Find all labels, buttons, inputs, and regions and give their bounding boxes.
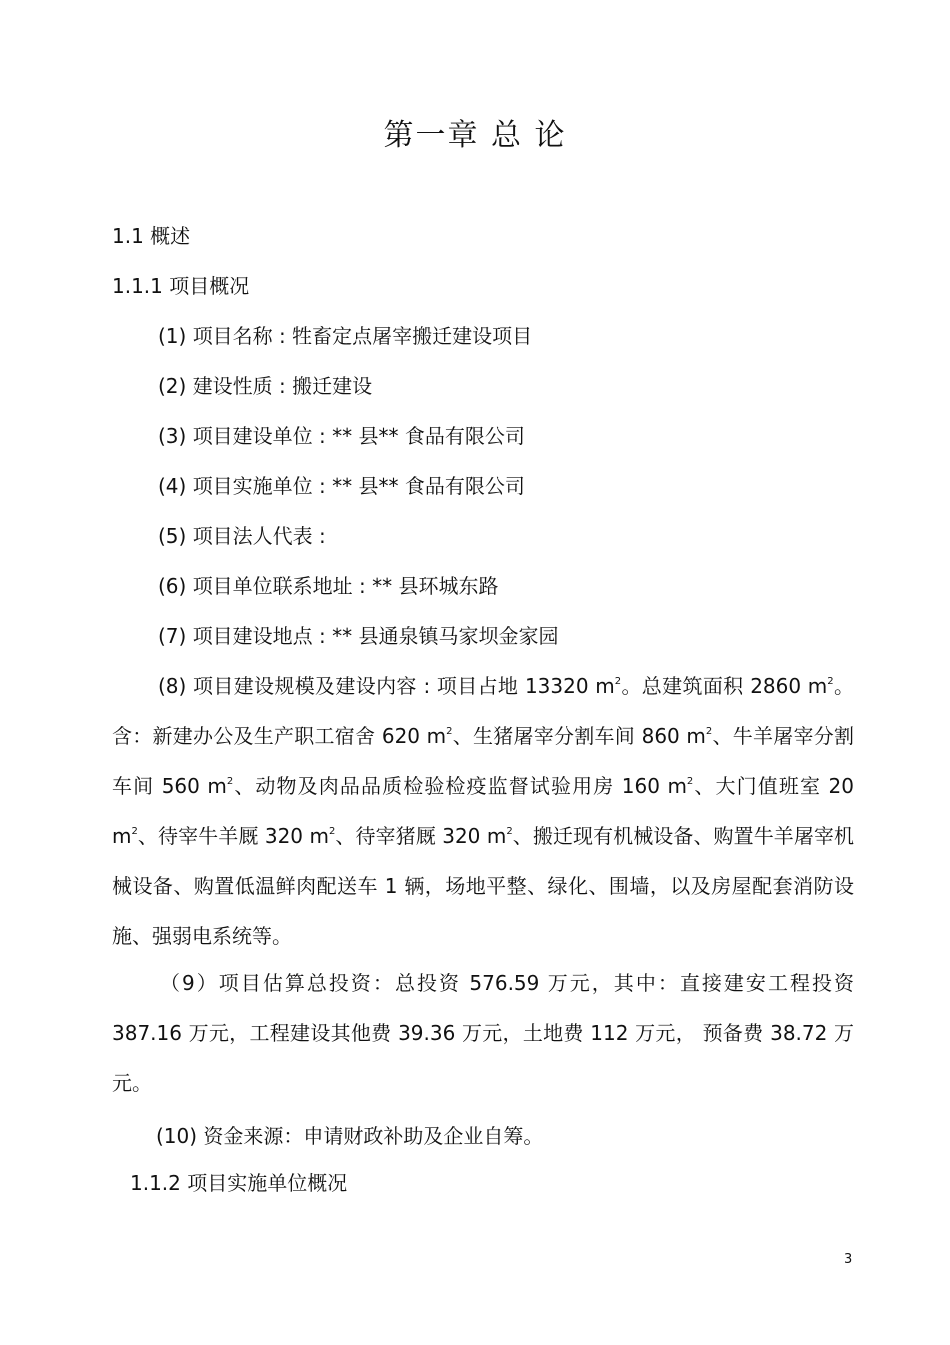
list-item: (6) 项目单位联系地址 : ** 县环城东路 [158, 574, 499, 598]
list-item: (2) 建设性质 : 搬迁建设 [158, 374, 373, 398]
list-item: (5) 项目法人代表 : [158, 524, 326, 548]
list-item-funding: (10) 资金来源：申请财政补助及企业自筹。 [156, 1124, 544, 1148]
list-item: (4) 项目实施单位 : ** 县** 食品有限公司 [158, 474, 525, 498]
list-item: (1) 项目名称 : 牲畜定点屠宰搬迁建设项目 [158, 324, 533, 348]
section-heading-1-1-1: 1.1.1 项目概况 [112, 274, 250, 298]
list-item: (3) 项目建设单位 : ** 县** 食品有限公司 [158, 424, 525, 448]
list-item-scale-content: (8) 项目建设规模及建设内容 : 项目占地 13320 $m^2$。总建筑面积 2860 $m^2$。含：新建办公及生产职工宿舍 620 $m^2$、生猪屠宰分割车间 860 $m^2$、牛羊屠宰分割车间 560 $m^2$、动物及肉品品质检验检疫监督试验用房 160 $m^2$、大门值班室 20 $m^2$、待宰牛羊厩 320 $m^2$、待宰猪厩 320 $m^2$、搬迁现有机械设备、购置牛羊屠宰机械设备、购置低温鲜肉配送车 1 辆，场地平整、绿化、围墙，以及房屋配套消防设施、强弱电系统等。 [112, 674, 855, 948]
section-heading-1-1-2: 1.1.2 项目实施单位概况 [130, 1171, 348, 1195]
list-item-investment: （9）项目估算总投资：总投资 576.59 万元，其中：直接建安工程投资 387.16 万元，工程建设其他费 39.36 万元，土地费 112 万元， 预备费 38.72 万元。 [112, 971, 854, 1095]
chapter-title: 第一章 总 论 [383, 118, 567, 153]
page-number: 3 [844, 1252, 853, 1267]
list-item: (7) 项目建设地点 : ** 县通泉镇马家坝金家园 [158, 624, 559, 648]
section-heading-1-1: 1.1 概述 [112, 224, 191, 248]
